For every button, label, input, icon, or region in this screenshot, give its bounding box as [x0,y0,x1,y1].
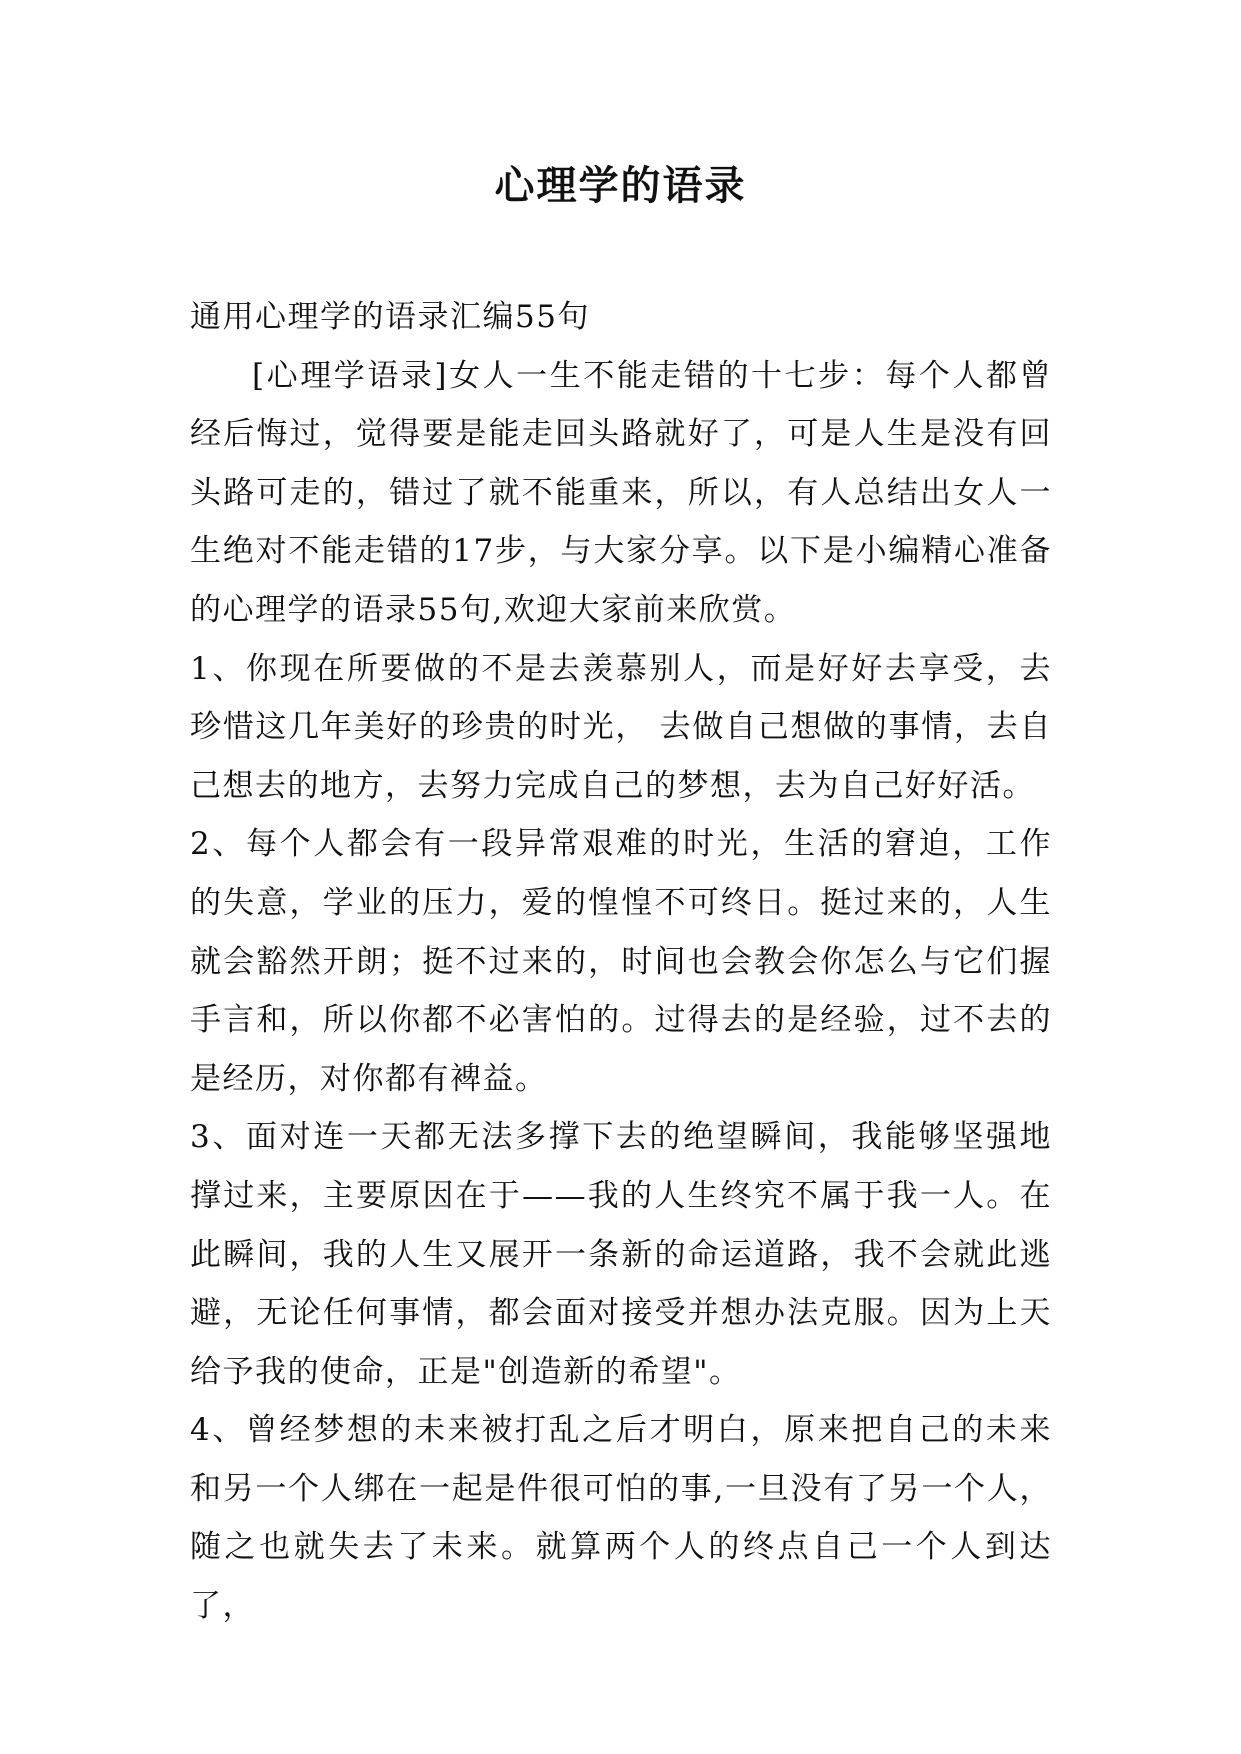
document-body [190,288,1052,1636]
quote-paragraph: 4、曾经梦想的未来被打乱之后才明白，原来把自己的未来和另一个人绑在一起是件很可怕的事,一旦没有了另一个人，随之也就失去了未来。就算两个人的终点自己一个人到达了， [190,1412,1052,1625]
quote-paragraph: 3、面对连一天都无法多撑下去的绝望瞬间，我能够坚强地撑过来，主要原因在于——我的人生终究不属于我一人。在此瞬间，我的人生又展开一条新的命运道路，我不会就此逃避，无论任何事情，都会面对接受并想办法克服。因为上天给予我的使命，正是"创造新的希望"。 [190,1119,1052,1390]
quote-paragraph: 1、你现在所要做的不是去羡慕别人，而是好好去享受，去珍惜这几年美好的珍贵的时光， 去做自己想做的事情，去自己想去的地方，去努力完成自己的梦想，去为自己好好活。 [190,650,1052,804]
subtitle: 通用心理学的语录汇编55句 [190,299,590,335]
quote-paragraph: 2、每个人都会有一段异常艰难的时光，生活的窘迫，工作的失意，学业的压力，爱的惶惶不可终日。挺过来的，人生就会豁然开朗；挺不过来的，时间也会教会你怎么与它们握手言和，所以你都不必害怕的。过得去的是经验，过不去的是经历，对你都有裨益。 [190,826,1052,1097]
page-title: 心理学的语录 [494,163,747,209]
intro-paragraph: [心理学语录]女人一生不能走错的十七步：每个人都曾经后悔过，觉得要是能走回头路就好了，可是人生是没有回头路可走的，错过了就不能重来，所以，有人总结出女人一生绝对不能走错的17步，与大家分享。以下是小编精心准备的心理学的语录55句,欢迎大家前来欣赏。 [190,357,1052,628]
